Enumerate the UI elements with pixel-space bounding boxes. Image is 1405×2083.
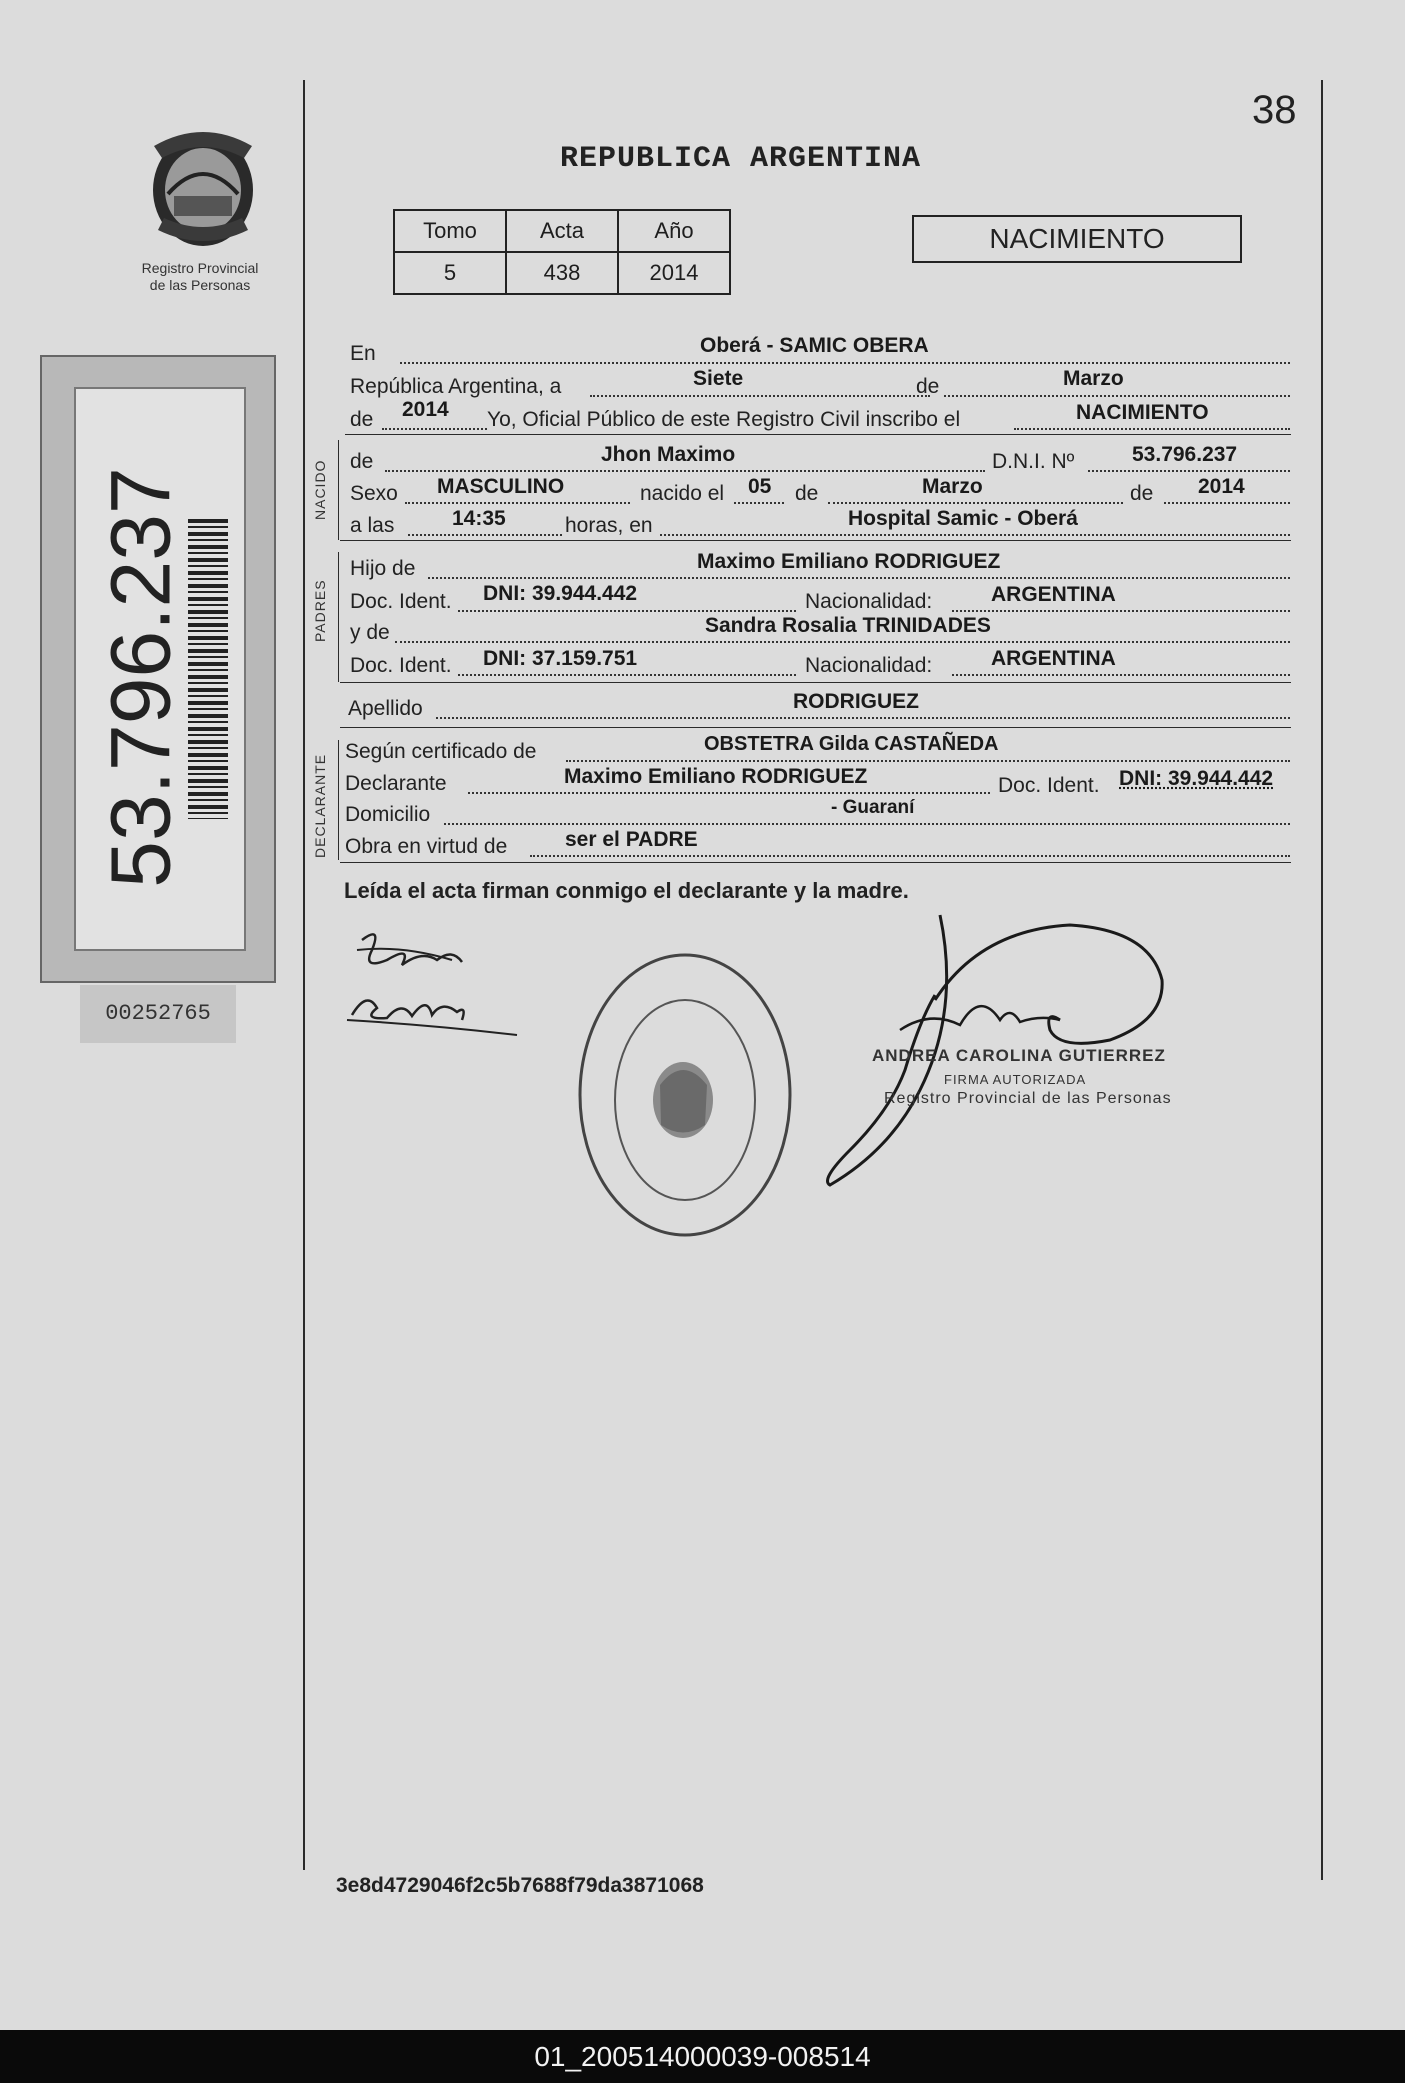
- value-lugar-nac: Hospital Samic - Oberá: [848, 507, 1078, 530]
- dots-mes-nac: [828, 502, 1123, 504]
- closing-statement: Leída el acta firman conmigo el declarante y la madre.: [344, 878, 909, 903]
- left-margin-line: [303, 80, 305, 1870]
- dots-lugar-nac: [660, 534, 1290, 536]
- label-horas-en: horas, en: [565, 514, 653, 537]
- value-domicilio: - Guaraní: [831, 797, 915, 818]
- dots-anio-nac: [1164, 502, 1290, 504]
- label-nacionalidad-madre: Nacionalidad:: [805, 654, 933, 677]
- value-padre-doc: DNI: 39.944.442: [483, 582, 638, 605]
- label-de-anio: de: [350, 408, 374, 431]
- section-divider-padres: [338, 552, 339, 682]
- registry-caption-line-1: Registro Provincial: [141, 260, 259, 276]
- header-tomo: Tomo: [394, 210, 506, 252]
- row-separator-3: [340, 682, 1291, 683]
- dots-sexo: [405, 502, 630, 504]
- page-number: 38: [1252, 88, 1297, 132]
- dots-anio: [382, 428, 487, 430]
- section-label-padres: PADRES: [312, 579, 328, 642]
- handwritten-signature-icon: [342, 920, 522, 1040]
- province-logo: [144, 124, 262, 250]
- value-dia-letras: Siete: [693, 367, 744, 390]
- header-anio: Año: [618, 210, 730, 252]
- dots-certificado: [566, 760, 1290, 762]
- right-margin-line: [1321, 80, 1323, 1880]
- seal-stamp-icon: [565, 935, 805, 1255]
- serial-number: 00252765: [80, 985, 236, 1043]
- label-domicilio: Domicilio: [345, 803, 431, 826]
- value-tipo: NACIMIENTO: [1076, 401, 1209, 424]
- row-separator-2: [340, 540, 1291, 541]
- value-obra: ser el PADRE: [565, 828, 698, 851]
- value-acta: 438: [506, 252, 618, 294]
- signatory-role: FIRMA AUTORIZADA: [944, 1072, 1087, 1087]
- coat-of-arms-icon: [144, 124, 262, 250]
- label-obra: Obra en virtud de: [345, 835, 508, 858]
- dots-domicilio: [444, 823, 1290, 825]
- section-label-declarante: DECLARANTE: [312, 753, 328, 858]
- header-acta: Acta: [506, 210, 618, 252]
- page-title: REPUBLICA ARGENTINA: [560, 142, 922, 176]
- dni-stamp-number: 53.796.237: [93, 467, 188, 888]
- file-id-bar: 01_200514000039-008514: [0, 2030, 1405, 2083]
- label-en: En: [350, 342, 376, 365]
- value-anio: 2014: [618, 252, 730, 294]
- value-hora: 14:35: [452, 507, 506, 530]
- dots-mes: [944, 395, 1290, 397]
- label-declarante: Declarante: [345, 772, 447, 795]
- label-sexo: Sexo: [350, 482, 398, 505]
- value-madre-doc: DNI: 37.159.751: [483, 647, 638, 670]
- value-mes-inscripcion: Marzo: [1063, 367, 1124, 390]
- row-separator-5: [340, 862, 1291, 863]
- dots-dia-nac: [734, 502, 784, 504]
- act-type-box: NACIMIENTO: [912, 215, 1242, 263]
- section-divider-nacido: [338, 440, 339, 540]
- label-a-las: a las: [350, 514, 395, 537]
- row-separator-4: [340, 727, 1291, 728]
- dots-madre: [395, 641, 1290, 643]
- label-dni: D.N.I. Nº: [992, 450, 1075, 473]
- value-madre: Sandra Rosalia TRINIDADES: [705, 614, 991, 637]
- dots-dia: [590, 395, 930, 397]
- value-apellido: RODRIGUEZ: [793, 690, 919, 713]
- signatory-name: ANDREA CAROLINA GUTIERREZ: [872, 1046, 1166, 1065]
- value-anio-nac: 2014: [1198, 475, 1245, 498]
- dots-declarante: [468, 792, 990, 794]
- label-nacionalidad-padre: Nacionalidad:: [805, 590, 933, 613]
- dots-tipo: [1014, 428, 1290, 430]
- dots-obra: [530, 855, 1290, 857]
- dots-dni: [1088, 470, 1290, 472]
- value-madre-nac: ARGENTINA: [991, 647, 1116, 670]
- value-nombre: Jhon Maximo: [601, 443, 736, 466]
- label-doc-ident-padre: Doc. Ident.: [350, 590, 452, 613]
- dots-padre: [428, 577, 1290, 579]
- registry-caption: [120, 260, 280, 294]
- registry-caption-line-2: de las Personas: [149, 277, 251, 293]
- label-yo: Yo, Oficial Público de este Registro Civil inscribo el: [487, 408, 961, 431]
- dots-apellido: [436, 717, 1290, 719]
- label-doc-ident-madre: Doc. Ident.: [350, 654, 452, 677]
- dots-madre-nac: [952, 674, 1290, 676]
- value-dni: 53.796.237: [1132, 443, 1238, 466]
- label-de-anio-nac: de: [1130, 482, 1154, 505]
- label-hijo-de: Hijo de: [350, 557, 416, 580]
- dots-padre-doc: [458, 610, 796, 612]
- label-apellido: Apellido: [348, 697, 423, 720]
- label-de-mes: de: [795, 482, 819, 505]
- label-de: de: [916, 375, 940, 398]
- value-certificado: OBSTETRA Gilda CASTAÑEDA: [704, 733, 999, 755]
- signatory-office: Registro Provincial de las Personas: [884, 1090, 1172, 1107]
- value-dia-nac: 05: [748, 475, 772, 498]
- value-sexo: MASCULINO: [437, 475, 565, 498]
- value-anio-inscripcion: 2014: [402, 398, 449, 421]
- dots-padre-nac: [952, 610, 1290, 612]
- value-lugar: Oberá - SAMIC OBERA: [700, 334, 929, 357]
- row-separator-1: [345, 434, 1291, 435]
- value-tomo: 5: [394, 252, 506, 294]
- barcode-icon: [188, 519, 228, 819]
- document-hash: 3e8d4729046f2c5b7688f79da3871068: [336, 1874, 704, 1897]
- label-y-de: y de: [350, 621, 390, 644]
- value-mes-nac: Marzo: [922, 475, 983, 498]
- dots-hora: [408, 534, 562, 536]
- declarant-signature: [342, 920, 522, 1040]
- dots-nombre: [385, 470, 985, 472]
- label-de-nombre: de: [350, 450, 374, 473]
- section-divider-declarante: [338, 740, 339, 860]
- label-republica: República Argentina, a: [350, 375, 562, 398]
- value-declarante-doc: DNI: 39.944.442: [1119, 767, 1274, 790]
- dots-madre-doc: [458, 674, 796, 676]
- dni-stamp: [40, 355, 276, 983]
- value-padre: Maximo Emiliano RODRIGUEZ: [697, 550, 1001, 573]
- label-nacido-el: nacido el: [640, 482, 725, 505]
- label-segun: Según certificado de: [345, 740, 537, 763]
- official-seal: [565, 935, 805, 1255]
- record-reference-table: [393, 209, 731, 295]
- label-doc-ident-declarante: Doc. Ident.: [998, 774, 1100, 797]
- value-declarante: Maximo Emiliano RODRIGUEZ: [564, 765, 868, 788]
- value-padre-nac: ARGENTINA: [991, 583, 1116, 606]
- dots-lugar: [400, 362, 1290, 364]
- dni-stamp-inner: [74, 387, 246, 951]
- section-label-nacido: NACIDO: [312, 459, 328, 520]
